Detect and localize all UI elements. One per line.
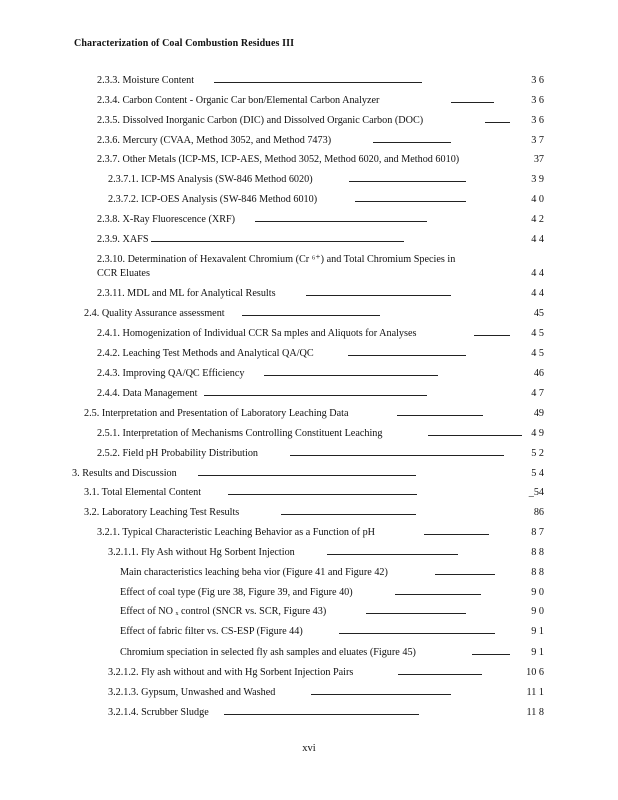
toc-entry-page: 8 7 [531,527,544,538]
leader-line [311,694,451,695]
toc-entry-title: 2.3.7. Other Metals (ICP-MS, ICP-AES, Method 3052, Method 6020, and Method 6010) [97,154,460,165]
toc-entry-page: 3 6 [531,95,544,106]
leader-line [198,475,416,476]
leader-line [474,335,510,336]
toc-entry-title: 3.1. Total Elemental Content [84,487,202,498]
toc-entry-title: Effect of fabric filter vs. CS-ESP (Figure 44) [120,626,303,637]
header-title: Characterization of Coal Combustion Residues III [74,38,295,49]
leader-line [281,514,416,515]
toc-entry[interactable] [0,134,618,148]
leader-line [349,181,466,182]
toc-entry-title: 2.4.1. Homogenization of Individual CCR Sa mples and Aliquots for Analyses [97,328,417,339]
toc-entry-title: 3.2.1.1. Fly Ash without Hg Sorbent Injection [108,547,295,558]
toc-entry[interactable] [0,646,618,660]
leader-line [348,355,466,356]
toc-entry[interactable] [0,327,618,341]
toc-entry-page: 5 2 [531,448,544,459]
leader-line [228,494,417,495]
toc-entry-title: 2.3.11. MDL and ML for Analytical Results [97,288,276,299]
toc-entry[interactable] [0,467,618,481]
toc-entry-page: 3 7 [531,135,544,146]
toc-entry-page: 4 4 [531,268,544,279]
toc-entry[interactable] [0,686,618,700]
leader-line [435,574,495,575]
toc-entry[interactable] [0,153,618,167]
toc-entry-title: 2.3.6. Mercury (CVAA, Method 3052, and Method 7473) [97,135,332,146]
leader-line [290,455,504,456]
toc-entry-page: 4 5 [531,328,544,339]
toc-entry-title: Effect of NO ₓ control (SNCR vs. SCR, Figure 43) [120,606,327,617]
toc-entry-page: 4 4 [531,288,544,299]
toc-entry[interactable] [0,213,618,227]
toc-entry-page: 3 6 [531,115,544,126]
toc-entry-page: 4 9 [531,428,544,439]
leader-line [373,142,451,143]
toc-entry-title: 2.3.4. Carbon Content - Organic Car bon/Elemental Carbon Analyzer [97,95,380,106]
leader-line [339,633,495,634]
leader-line [214,82,422,83]
toc-entry-page: 4 2 [531,214,544,225]
toc-entry-page: 4 7 [531,388,544,399]
page-number-footer [0,743,618,754]
leader-line [264,375,438,376]
toc-entry-title: 3.2.1. Typical Characteristic Leaching Behavior as a Function of pH [97,527,376,538]
toc-entry[interactable] [0,287,618,301]
toc-entry-title: 2.4. Quality Assurance assessment [84,308,225,319]
toc-entry-page: _54 [528,487,544,498]
toc-entry[interactable] [0,347,618,361]
leader-line [327,554,458,555]
toc-entry[interactable] [0,526,618,540]
leader-line [451,102,494,103]
toc-entry-title: Effect of coal type (Fig ure 38, Figure 39, and Figure 40) [120,587,353,598]
toc-entry[interactable] [0,407,618,421]
toc-entry-page: 8 8 [531,547,544,558]
toc-entry-title: 2.5. Interpretation and Presentation of Laboratory Leaching Data [84,408,349,419]
leader-line [151,241,404,242]
toc-entry[interactable] [0,253,618,279]
toc-entry-page: 11 8 [526,707,544,718]
toc-entry[interactable] [0,173,618,187]
toc-entry[interactable] [0,74,618,88]
toc-entry-page: 37 [533,154,544,165]
toc-entry[interactable] [0,546,618,560]
toc-entry-page: 3 6 [531,75,544,86]
toc-entry-page: 4 4 [531,234,544,245]
toc-entry-title-continuation: CCR Eluates [97,268,150,279]
toc-entry-title: 3.2.1.3. Gypsum, Unwashed and Washed [108,687,276,698]
toc-entry-title: 3.2. Laboratory Leaching Test Results [84,507,240,518]
toc-entry-page: 11 1 [526,687,544,698]
toc-entry[interactable] [0,506,618,520]
leader-line [242,315,380,316]
toc-entry-title: 2.3.8. X-Ray Fluorescence (XRF) [97,214,236,225]
leader-line [398,674,482,675]
toc-entry-title: 2.4.3. Improving QA/QC Efficiency [97,368,245,379]
toc-entry-page: 3 9 [531,174,544,185]
toc-entry[interactable] [0,447,618,461]
toc-entry-title: 2.3.10. Determination of Hexavalent Chromium (Cr ⁶⁺) and Total Chromium Species in [97,254,456,265]
toc-entry-page: 49 [533,408,544,419]
toc-entry-title: 3.2.1.4. Scrubber Sludge [108,707,209,718]
leader-line [255,221,427,222]
toc-entry-page: 10 6 [526,667,544,678]
leader-line [366,613,466,614]
toc-entry-page: 4 0 [531,194,544,205]
toc-entry-title: 2.3.5. Dissolved Inorganic Carbon (DIC) and Dissolved Organic Carbon (DOC) [97,115,424,126]
toc-entry[interactable] [0,427,618,441]
toc-entry-title: 2.4.2. Leaching Test Methods and Analytical QA/QC [97,348,314,359]
toc-entry-page: 9 0 [531,606,544,617]
toc-entry[interactable] [0,94,618,108]
toc-entry-title: 2.4.4. Data Management [97,388,198,399]
toc-entry[interactable] [0,586,618,600]
toc-entry-title: 2.5.2. Field pH Probability Distribution [97,448,259,459]
leader-line [204,395,427,396]
toc-entry-page: 5 4 [531,468,544,479]
toc-entry-page: 4 5 [531,348,544,359]
toc-entry-page: 45 [533,308,544,319]
leader-line [472,654,510,655]
toc-entry-page: 9 0 [531,587,544,598]
toc-entry-title: Chromium speciation in selected fly ash samples and eluates (Figure 45) [120,647,416,658]
toc-entry[interactable] [0,625,618,639]
toc-entry[interactable] [0,307,618,321]
toc-entry-page: 9 1 [531,647,544,658]
toc-entry[interactable] [0,367,618,381]
toc-entry-title: 3. Results and Discussion [72,468,177,479]
toc-entry-title: 2.5.1. Interpretation of Mechanisms Controlling Constituent Leaching [97,428,383,439]
toc-entry[interactable] [0,387,618,401]
toc-entry-page: 86 [533,507,544,518]
leader-line [485,122,510,123]
toc-entry-title: 2.3.7.1. ICP-MS Analysis (SW-846 Method 6020) [108,174,313,185]
toc-entry-title: 3.2.1.2. Fly ash without and with Hg Sorbent Injection Pairs [108,667,354,678]
page-number: xvi [302,743,316,754]
leader-line [397,415,483,416]
toc-entry-title: 2.3.7.2. ICP-OES Analysis (SW-846 Method 6010) [108,194,318,205]
toc-entry-page: 8 8 [531,567,544,578]
leader-line [424,534,489,535]
leader-line [355,201,466,202]
toc-entry-title: Main characteristics leaching beha vior (Figure 41 and Figure 42) [120,567,388,578]
toc-entry[interactable] [0,114,618,128]
leader-line [224,714,419,715]
toc-entry-page: 46 [533,368,544,379]
toc-entry[interactable] [0,486,618,500]
toc-entry-title: 2.3.3. Moisture Content [97,75,195,86]
toc-entry[interactable] [0,566,618,580]
toc-entry[interactable] [0,706,618,720]
leader-line [395,594,481,595]
leader-line [428,435,522,436]
toc-entry[interactable] [0,233,618,247]
toc-entry-title: 2.3.9. XAFS [97,234,149,245]
toc-entry[interactable] [0,193,618,207]
toc-entry-page: 9 1 [531,626,544,637]
toc-entry[interactable] [0,666,618,680]
toc-entry[interactable] [0,605,618,619]
leader-line [306,295,451,296]
